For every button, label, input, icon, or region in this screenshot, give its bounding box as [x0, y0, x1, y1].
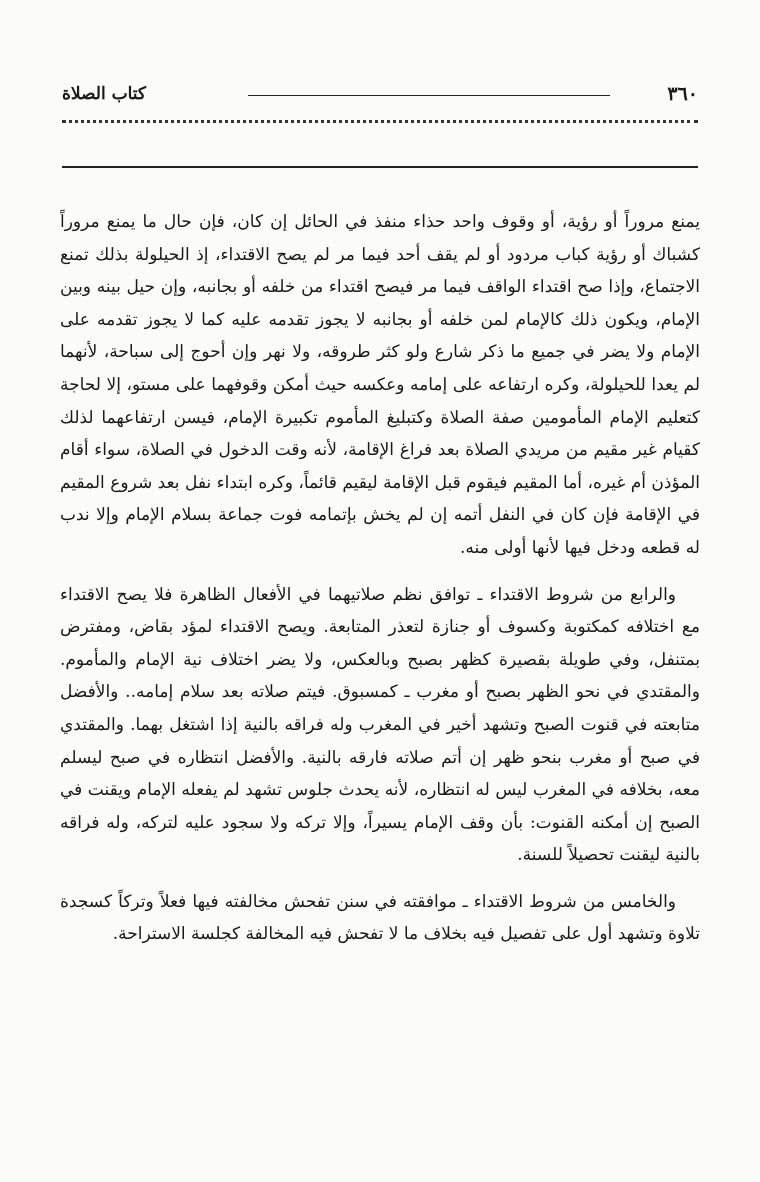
dotted-divider — [62, 120, 698, 123]
page-number: ٣٦٠ — [667, 83, 698, 105]
paragraph: والخامس من شروط الاقتداء ـ موافقته في سنن تفحش مخالفته فيها فعلاً وتركاً كسجدة تلاوة وتشهد أول على تفصيل فيه بخلاف ما لا تفحش فيه المخالفة كجلسة الاستراحة. — [60, 891, 700, 945]
book-title: كتاب الصلاة — [62, 84, 147, 104]
page-header — [62, 82, 698, 108]
paragraph: والرابع من شروط الاقتداء ـ توافق نظم صلاتيهما في الأفعال الظاهرة فلا يصح الاقتداء مع اختلافه كمكتوبة وكسوف أو جنازة لتعذر المتابعة. ويصح الاقتداء لمؤد بقاض، ومفترض بمتنفل، وفي طويلة بقصيرة كظهر بصبح وبالعكس، ولا يضر اختلاف نية الإمام والمأموم. والمقتدي في نحو الظهر بصبح أو مغرب ـ كمسبوق. فيتم صلاته بعد سلام إمامه.. والأفضل متابعته في قنوت الصبح وتشهد أخير في المغرب وله فراقه بالنية إذا اشتغل بهما. والمقتدي في صبح أو مغرب بنحو ظهر إن أتم صلاته فارقه بالنية. والأفضل انتظاره في صبح ليسلم معه، بخلافه في المغرب ليس له انتظاره، لأنه يحدث جلوس تشهد لم يفعله الإمام ويقنت في الصبح إن أمكنه القنوت: بأن وقف الإمام يسيراً، وإلا تركه ولا سجود عليه لتركه، وله فراقه بالنية ليقنت تحصيلاً للسنة. — [60, 584, 700, 866]
solid-divider — [62, 166, 698, 168]
body-text — [60, 206, 700, 965]
paragraph: يمنع مروراً أو رؤية، أو وقوف واحد حذاء منفذ في الحائل إن كان، فإن حال ما يمنع مروراً كشباك أو رؤية كباب مردود أو لم يقف أحد فيما مر لم يصح الاقتداء، إذ الحيلولة بذلك تمنع الاجتماع، وإذا صح اقتداء الواقف فيما مر فيصح اقتداء من خلفه أو بجانبه، وإن حيل بينه وبين الإمام، ويكون ذلك كالإمام لمن خلفه أو بجانبه لا يجوز تقدمه عليه كما لا يجوز تقدمه على الإمام ولا يضر في جميع ما ذكر شارع ولو كثر طروقه، ولا نهر وإن أحوج إلى سباحة، لأنهما لم يعدا للحيلولة، وكره ارتفاعه على إمامه وعكسه حيث أمكن وقوفهما على مستو، إلا لحاجة كتعليم الإمام المأمومين صفة الصلاة وكتبليغ المأموم تكبيرة الإمام، فيسن ارتفاعهما لذلك كقيام غير مقيم من مريدي الصلاة بعد فراغ الإقامة، لأنه وقت الدخول في الصلاة، سواء أقام المؤذن أم غيره، أما المقيم فيقوم قبل الإقامة ليقيم قائماً، وكره ابتداء نفل بعد شروع المقيم في الإقامة فإن كان في النفل أتمه إن لم يخش بإتمامه فوت جماعة بسلام الإمام وإلا ندب له قطعه ودخل فيها لأنها أولى منه. — [60, 212, 700, 558]
header-rule — [248, 95, 610, 96]
